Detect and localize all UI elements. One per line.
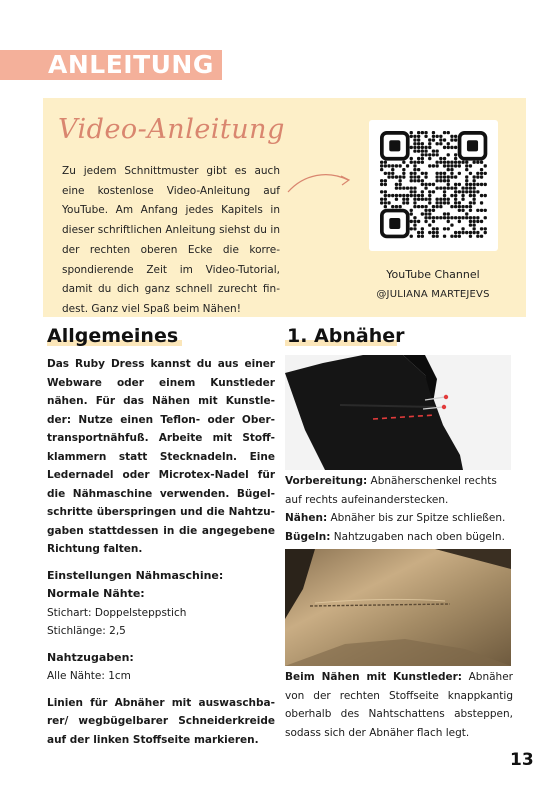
youtube-channel-handle[interactable]: @JULIANA MARTEJEVS: [376, 289, 490, 300]
page-number: 13: [510, 750, 534, 770]
marking-instruction: Linien für Abnäher mit auswaschba-rer/ wegbügelbarer Schneiderkreide auf der linken Stoffseite markieren.: [47, 696, 275, 746]
qr-code[interactable]: [369, 120, 498, 251]
leather-instruction: Beim Nähen mit Kunstleder: Abnäher von der rechten Stoffseite knappkantig oberhalb des Nahtschattens absteppen, sodass sich der Abnäher flach legt.: [285, 671, 513, 739]
stitch-length: Stichlänge: 2,5: [47, 625, 126, 637]
video-description: Zu jedem Schnittmuster gibt es auch eine kostenlose Video-Anleitung auf YouTube. Am Anfang jedes Kapitels in dieser schriftlichen Anleitung siehst du in der rechten oberen Ecke die korre-spondierende Zeit im Video-Tutorial, damit du dich ganz schnell zurecht fin-dest. Ganz viel Spaß beim Nähen!: [62, 165, 280, 315]
step-ironing: Bügeln: Nahtzugaben nach oben bügeln.: [285, 530, 505, 543]
qr-code-icon: [369, 120, 498, 251]
dart-photo-leather: [285, 549, 511, 666]
stitch-type: Stichart: Doppelsteppstich: [47, 606, 187, 619]
general-intro: Das Ruby Dress kannst du aus einer Webware oder einem Kunstleder nähen. Für das Nähen mit Kunstle-der: Nutze einen Teflon- oder Ober-transportnähfuß. Arbeite mit Stoff-klammern statt Stecknadeln. Eine Ledernadel oder Microtex-Nadel für die Nähmaschine verwenden. Bügel-schritte überspringen und die Nahtzu-gaben stattdessen in die angegebene Richtung falten.: [47, 358, 275, 555]
step-sewing: Nähen: Abnäher bis zur Spitze schließen.: [285, 512, 506, 524]
general-heading: Allgemeines: [47, 325, 179, 347]
page-title: ANLEITUNG: [48, 50, 214, 79]
arrow-icon: [286, 168, 356, 198]
step-preparation: Vorbereitung: Abnäherschenkel rechts auf rechts aufeinanderstecken.: [285, 475, 497, 506]
general-section: [47, 355, 275, 749]
youtube-channel-label: YouTube Channel: [386, 268, 480, 281]
video-title: Video-Anleitung: [58, 114, 285, 145]
normal-seams-heading: Normale Nähte:: [47, 587, 145, 600]
darts-heading: 1. Abnäher: [287, 325, 405, 347]
seam-allowance-value: Alle Nähte: 1cm: [47, 670, 131, 682]
machine-heading: Einstellungen Nähmaschine:: [47, 568, 224, 582]
seam-allowance-heading: Nahtzugaben:: [47, 650, 134, 664]
dart-photo-preparation: [285, 355, 511, 470]
fabric-image: [285, 355, 511, 470]
leather-image: [285, 549, 511, 666]
dart-steps: [285, 472, 513, 546]
